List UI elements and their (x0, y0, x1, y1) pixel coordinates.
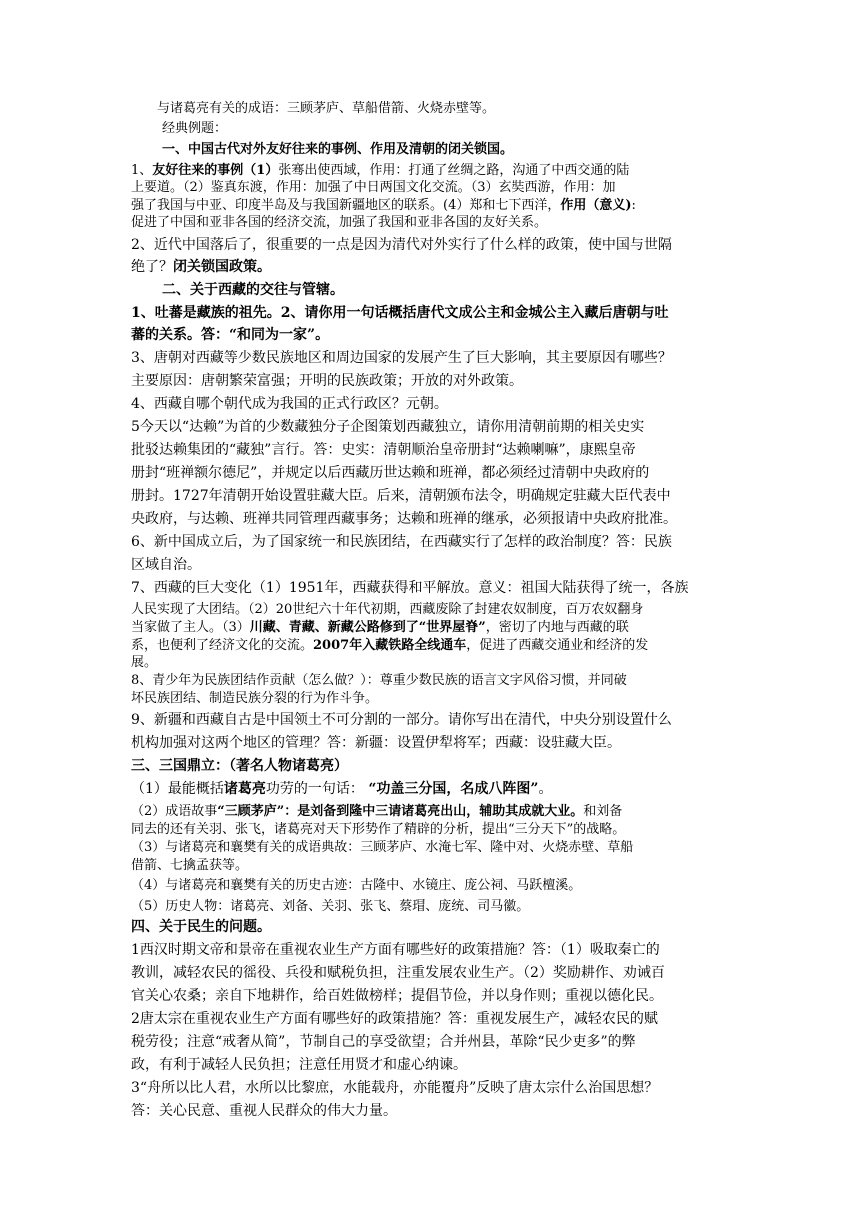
text-run: : (631, 198, 636, 213)
text-run: ，促进了西藏交通业和经济的发 (466, 638, 649, 653)
text-line (131, 987, 731, 1006)
text-run: 强了我国与中亚、印度半岛及与我国新疆地区的联系。(4）郑和七下西洋， (131, 198, 561, 213)
text-line (131, 654, 731, 672)
text-line (131, 197, 731, 215)
text-line (131, 839, 731, 857)
text-line (131, 690, 731, 708)
text-line (131, 711, 731, 730)
text-line (131, 803, 731, 821)
text-run: 7、西藏的巨大变化（1）1951年，西藏获得和平解放。意义：祖国大陆获得了统一，各族 (131, 580, 689, 596)
bold-text: 四、关于民生的问题。 (131, 919, 271, 935)
text-run: 8、青少年为民族团结作贡献（怎么做？）：尊重少数民族的语言文字风俗习惯，并同破 (131, 673, 627, 688)
bold-text: 一、中国古代对外友好往来的事例、作用及清朝的闭关锁国。 (162, 142, 514, 157)
text-line (131, 601, 731, 619)
text-run: 3“舟所以比人君，水所以比黎庶，水能载舟，亦能覆舟”反映了唐太宗什么治国思想？ (131, 1080, 659, 1096)
bold-text: “功盖三分国，名成八阵图” (368, 781, 539, 797)
text-run: 央政府，与达赖、班禅共同管理西藏事务；达赖和班禅的继承，必须报请中央政府批准。 (131, 511, 677, 527)
text-line (131, 579, 731, 598)
text-run: 当家做了主人。（3） (131, 620, 250, 635)
bold-text: “三顾茅庐”：是刘备到隆中三请诸葛亮出山，辅助其成就大业。 (217, 804, 584, 819)
text-line (131, 757, 731, 776)
text-line (157, 100, 757, 118)
text-line (131, 372, 731, 391)
text-run: 批驳达赖集团的“藏独”言行。答：史实：清朝顺治皇帝册封“达赖喇嘛”，康熙皇帝 (131, 442, 636, 458)
bold-text: 川藏、青藏、新藏公路修到了“世界屋脊” (249, 620, 486, 635)
bold-text: 2007年入藏铁路全线通车 (313, 638, 467, 653)
text-run: 1、 (131, 163, 153, 178)
text-line (131, 672, 731, 690)
text-line (131, 349, 731, 368)
text-run: 与诸葛亮有关的成语：三顾茅庐、草船借箭、火烧赤壁等。 (157, 101, 496, 116)
text-run: 人民实现了大团结。（2）20世纪六十年代初期，西藏废除了封建农奴制度，百万农奴翻身 (131, 602, 644, 617)
text-line (131, 326, 731, 345)
text-line (131, 395, 731, 414)
bold-text: 二、关于西藏的交往与管辖。 (162, 282, 344, 298)
text-line (131, 637, 731, 655)
text-run: 2唐太宗在重视农业生产方面有哪些好的政策措施？答：重视发展生产，减轻农民的赋 (131, 1011, 658, 1027)
text-run: 9、新疆和西藏自古是中国领土不可分割的一部分。请你写出在清代，中央分别设置什么 (131, 712, 672, 728)
text-line (131, 464, 731, 483)
text-line (131, 487, 731, 506)
text-line (131, 162, 731, 180)
text-run: 和刘备 (583, 804, 623, 819)
text-line (131, 918, 731, 937)
text-run: 张骞出使西域，作用：打通了丝绸之路，沟通了中西交通的陆 (278, 163, 630, 178)
text-line (131, 1102, 731, 1121)
text-line (131, 857, 731, 875)
bold-text: 闭关锁国政策。 (173, 259, 271, 275)
text-run: 答：关心民意、重视人民群众的伟大力量。 (131, 1103, 397, 1119)
text-line (131, 1033, 731, 1052)
text-line (131, 510, 731, 529)
text-run: 同去的还有关羽、张飞，诸葛亮对天下形势作了精辟的分析，提出“三分天下”的战略。 (131, 822, 626, 837)
text-run: 6、新中国成立后，为了国家统一和民族团结，在西藏实行了怎样的政治制度？答：民族 (131, 534, 672, 550)
text-run: 借箭、七擒孟获等。 (131, 858, 249, 873)
text-run: 税劳役；注意“戒奢从简”，节制自己的享受欲望；合并州县，革除“民少吏多”的弊 (131, 1034, 636, 1050)
text-line (162, 120, 762, 138)
text-line (131, 821, 731, 839)
text-line (162, 281, 762, 300)
text-line (162, 141, 762, 159)
text-line (131, 441, 731, 460)
text-line (131, 898, 731, 916)
text-run: ，密切了内地与西藏的联 (485, 620, 629, 635)
text-run: 坏民族团结、制造民族分裂的行为作斗争。 (131, 691, 379, 706)
text-run: （5）历史人物：诸葛亮、刘备、关羽、张飞、蔡瑁、庞统、司马徽。 (131, 899, 530, 914)
text-run: 机构加强对这两个地区的管理？答：新疆：设置伊犁将军；西藏：设驻藏大臣。 (131, 735, 621, 751)
text-line (131, 964, 731, 983)
text-line (131, 214, 731, 232)
text-line (131, 877, 731, 895)
bold-text: 1、吐蕃是藏族的祖先。2、请你用一句话概括唐代文成公主和金城公主入藏后唐朝与吐 (131, 305, 669, 321)
text-run: 经典例题： (162, 121, 228, 136)
text-run: 1西汉时期文帝和景帝在重视农业生产方面有哪些好的政策措施？答：（1）吸取秦亡的 (131, 942, 660, 958)
text-run: 。 (538, 781, 553, 797)
bold-text: 作用（意义) (560, 198, 632, 213)
text-line (131, 780, 731, 799)
text-run: （2）成语故事 (131, 804, 218, 819)
text-line (131, 1056, 731, 1075)
text-run: 绝了？ (131, 259, 173, 275)
text-line (131, 418, 731, 437)
text-run: 3、唐朝对西藏等少数民族地区和周边国家的发展产生了巨大影响，其主要原因有哪些？ (131, 350, 672, 366)
text-line (131, 1010, 731, 1029)
text-line (131, 533, 731, 552)
text-run: 上要道。（2）鉴真东渡，作用：加强了中日两国文化交流。（3）玄奘西游，作用：加 (131, 180, 616, 195)
text-line (131, 304, 731, 323)
bold-text: 蕃的关系。答：“和同为一家”。 (131, 327, 330, 343)
text-run: 2、近代中国落后了，很重要的一点是因为清代对外实行了什么样的政策，使中国与世隔 (131, 237, 672, 253)
bold-text: 友好往来的事例（1） (152, 163, 279, 178)
text-run: 教训，减轻农民的徭役、兵役和赋税负担，注重发展农业生产。（2）奖励耕作、劝诫百 (131, 965, 665, 981)
bold-text: 三、三国鼎立：（著名人物诸葛亮） (131, 758, 348, 774)
text-run: 册封。1727年清朝开始设置驻藏大臣。后来，清朝颁布法令，明确规定驻藏大臣代表中 (131, 488, 671, 504)
text-run: 促进了中国和亚非各国的经济交流，加强了我国和亚非各国的友好关系。 (131, 215, 548, 230)
text-line (131, 1079, 731, 1098)
text-run: 官关心农桑；亲自下地耕作，给百姓做榜样；提倡节俭，并以身作则；重视以德化民。 (131, 988, 663, 1004)
text-line (131, 619, 731, 637)
text-line (131, 236, 731, 255)
text-run: 系，也便利了经济文化的交流。 (131, 638, 314, 653)
bold-text: 诸葛亮 (223, 781, 266, 797)
text-line (131, 556, 731, 575)
text-line (131, 258, 731, 277)
text-line (131, 941, 731, 960)
text-run: （1）最能概括 (131, 781, 224, 797)
text-run: 功劳的一句话： (265, 781, 369, 797)
text-line (131, 734, 731, 753)
text-run: 主要原因：唐朝繁荣富强；开明的民族政策；开放的对外政策。 (131, 373, 523, 389)
text-run: （3）与诸葛亮和襄樊有关的成语典故：三顾茅庐、水淹七军、隆中对、火烧赤壁、草船 (131, 840, 634, 855)
text-line (131, 179, 731, 197)
text-run: 区域自治。 (131, 557, 201, 573)
text-run: 4、西藏自哪个朝代成为我国的正式行政区？元朝。 (131, 396, 448, 412)
text-run: （4）与诸葛亮和襄樊有关的历史古迹：古隆中、水镜庄、庞公祠、马跃檀溪。 (131, 878, 582, 893)
text-run: 册封“班禅额尔德尼”，并规定以后西藏历世达赖和班禅，都必须经过清朝中央政府的 (131, 465, 650, 481)
text-run: 5今天以“达赖”为首的少数藏独分子企图策划西藏独立，请你用清朝前期的相关史实 (131, 419, 645, 435)
text-run: 政，有利于减轻人民负担；注意任用贤才和虚心纳谏。 (131, 1057, 467, 1073)
text-run: 展。 (131, 655, 158, 670)
